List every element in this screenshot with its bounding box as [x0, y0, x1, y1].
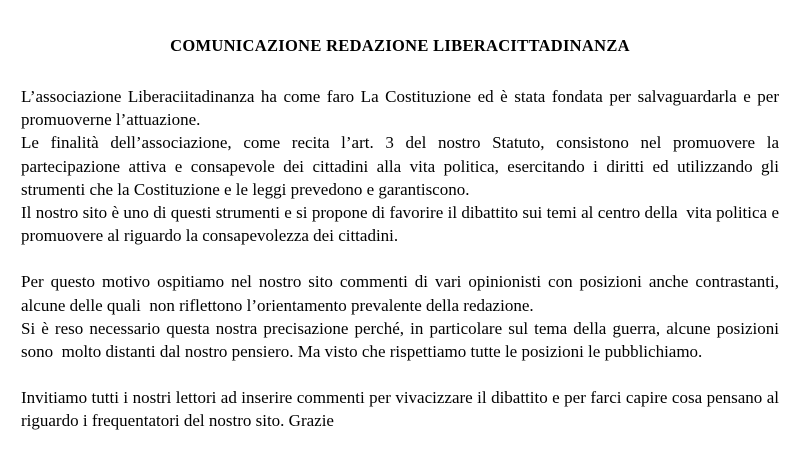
paragraph: L’associazione Liberaciitadinanza ha come faro La Costituzione ed è stata fondata per salvaguardarla e per promuoverne l’attuazione.: [21, 87, 784, 130]
paragraph-block-2: [21, 270, 784, 363]
paragraph: Per questo motivo ospitiamo nel nostro sito commenti di vari opinionisti con posizioni anche contrastanti, alcune delle quali non riflettono l’orientamento prevalente della redazione.: [21, 272, 784, 315]
paragraph: Si è reso necessario questa nostra precisazione perché, in particolare sul tema della guerra, alcune posizioni sono molto distanti dal nostro pensiero. Ma visto che rispettiamo tutte le posizioni le pubblichiamo.: [21, 318, 784, 362]
paragraph-block-3: [21, 386, 784, 432]
paragraph: Invitiamo tutti i nostri lettori ad inserire commenti per vivacizzare il dibattito e per farci capire cosa pensano al riguardo i frequentatori del nostro sito. Grazie: [21, 388, 784, 431]
paragraph: Il nostro sito è uno di questi strumenti e si propone di favorire il dibattito sui temi al centro della vita politica e promuovere al riguardo la consapevolezza dei cittadini.: [21, 203, 784, 246]
document-title: COMUNICAZIONE REDAZIONE LIBERACITTADINANZA: [170, 36, 630, 55]
paragraph-block-1: [21, 85, 784, 247]
paragraph: Le finalità dell’associazione, come recita l’art. 3 del nostro Statuto, consistono nel promuovere la partecipazione attiva e consapevole dei cittadini alla vita politica, esercitando i diritti ed utilizzando gli strumenti che la Costituzione e le leggi prevedono e garantiscono.: [21, 133, 784, 199]
